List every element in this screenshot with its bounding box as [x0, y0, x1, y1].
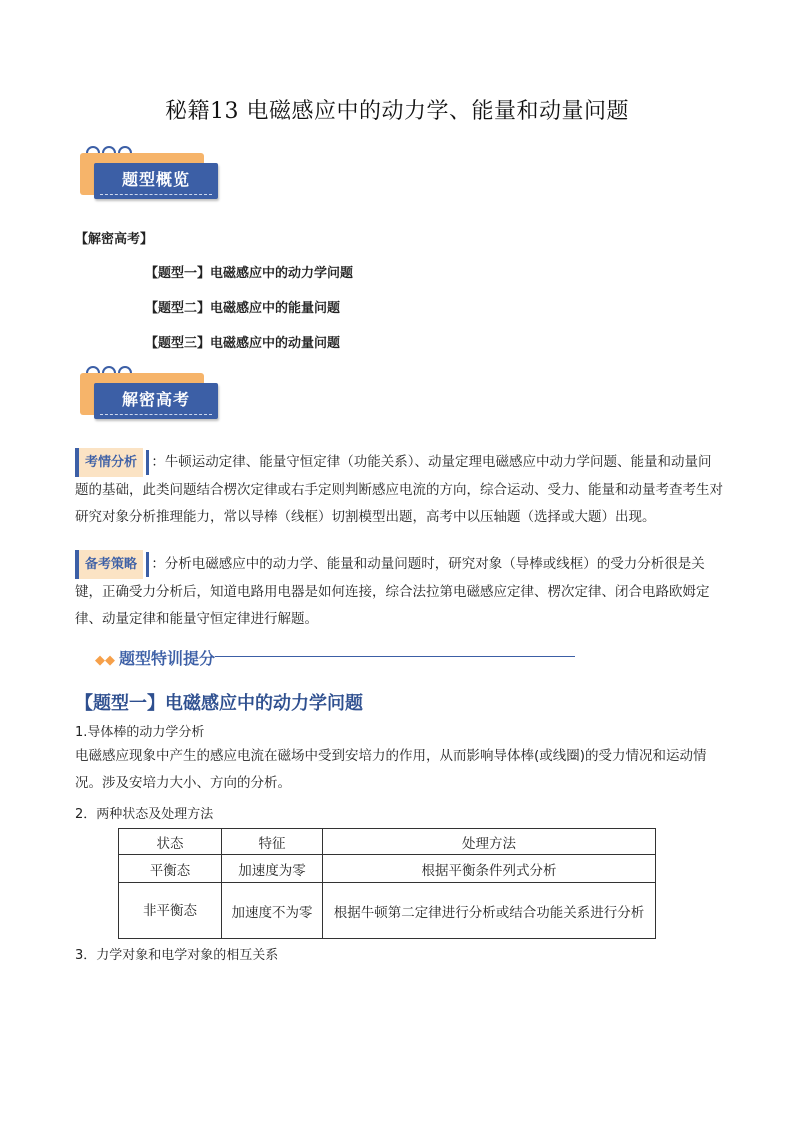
- topic1-sub1: 1.导体棒的动力学分析: [75, 725, 205, 740]
- table-row: [119, 855, 656, 883]
- badge-label: 题型概览: [121, 170, 190, 189]
- analysis-tag: 考情分析: [75, 448, 143, 477]
- overview-item: 【题型一】电磁感应中的动力学问题: [145, 266, 354, 281]
- table-cell: 根据牛顿第二定律进行分析或结合功能关系进行分析: [323, 883, 656, 939]
- table-cell: 加速度不为零: [222, 883, 323, 939]
- table-row: [119, 883, 656, 939]
- section-heading: [95, 646, 215, 669]
- overview-item: 【题型三】电磁感应中的动量问题: [145, 336, 341, 351]
- section-badge-exam: [72, 365, 222, 425]
- table-header: 状态: [119, 829, 222, 855]
- page-title: 秘籍13 电磁感应中的动力学、能量和动量问题: [165, 99, 629, 124]
- strategy-tag: 备考策略: [75, 550, 143, 579]
- table-header: 特征: [222, 829, 323, 855]
- section-badge-overview: [72, 145, 222, 205]
- analysis-paragraph: [75, 448, 723, 531]
- strategy-text: ：分析电磁感应中的动力学、能量和动量问题时，研究对象（导棒或线框）的受力分析很是关键，正确受力分析后，知道电路用电器是如何连接，综合法拉第电磁感应定律、楞次定律、闭合电路欧姆定律、动量定律和能量守恒定律进行解题。: [75, 556, 710, 627]
- table-cell: 根据平衡条件列式分析: [323, 855, 656, 883]
- section-title: 题型特训提分: [119, 649, 216, 668]
- topic1-sub2: 2．两种状态及处理方法: [75, 807, 214, 822]
- overview-item: 【题型二】电磁感应中的能量问题: [145, 301, 341, 316]
- topic1-heading: 【题型一】电磁感应中的动力学问题: [75, 693, 363, 714]
- topic1-paragraph: 电磁感应现象中产生的感应电流在磁场中受到安培力的作用，从而影响导体棒(或线圈)的受力情况和运动情况。涉及安培力大小、方向的分析。: [75, 748, 707, 791]
- analysis-text: ：牛顿运动定律、能量守恒定律（功能关系）、动量定理电磁感应中动力学问题、能量和动量问题的基础，此类问题结合楞次定律或右手定则判断感应电流的方向，综合运动、受力、能量和动量考查考生对研究对象分析推理能力，常以导棒（线框）切割模型出题，高考中以压轴题（选择或大题）出现。: [75, 454, 723, 525]
- table-cell: 非平衡态: [119, 883, 222, 939]
- table-header-row: [119, 829, 656, 855]
- diamond-icon: ◆◆: [95, 653, 115, 668]
- strategy-paragraph: [75, 550, 723, 633]
- table-cell: 加速度为零: [222, 855, 323, 883]
- topic1-sub3: 3．力学对象和电学对象的相互关系: [75, 948, 279, 963]
- badge-label: 解密高考: [121, 390, 190, 409]
- overview-heading: 【解密高考】: [75, 232, 154, 247]
- table-header: 处理方法: [323, 829, 656, 855]
- states-table: [118, 828, 656, 939]
- section-divider: [215, 656, 575, 657]
- table-cell: 平衡态: [119, 855, 222, 883]
